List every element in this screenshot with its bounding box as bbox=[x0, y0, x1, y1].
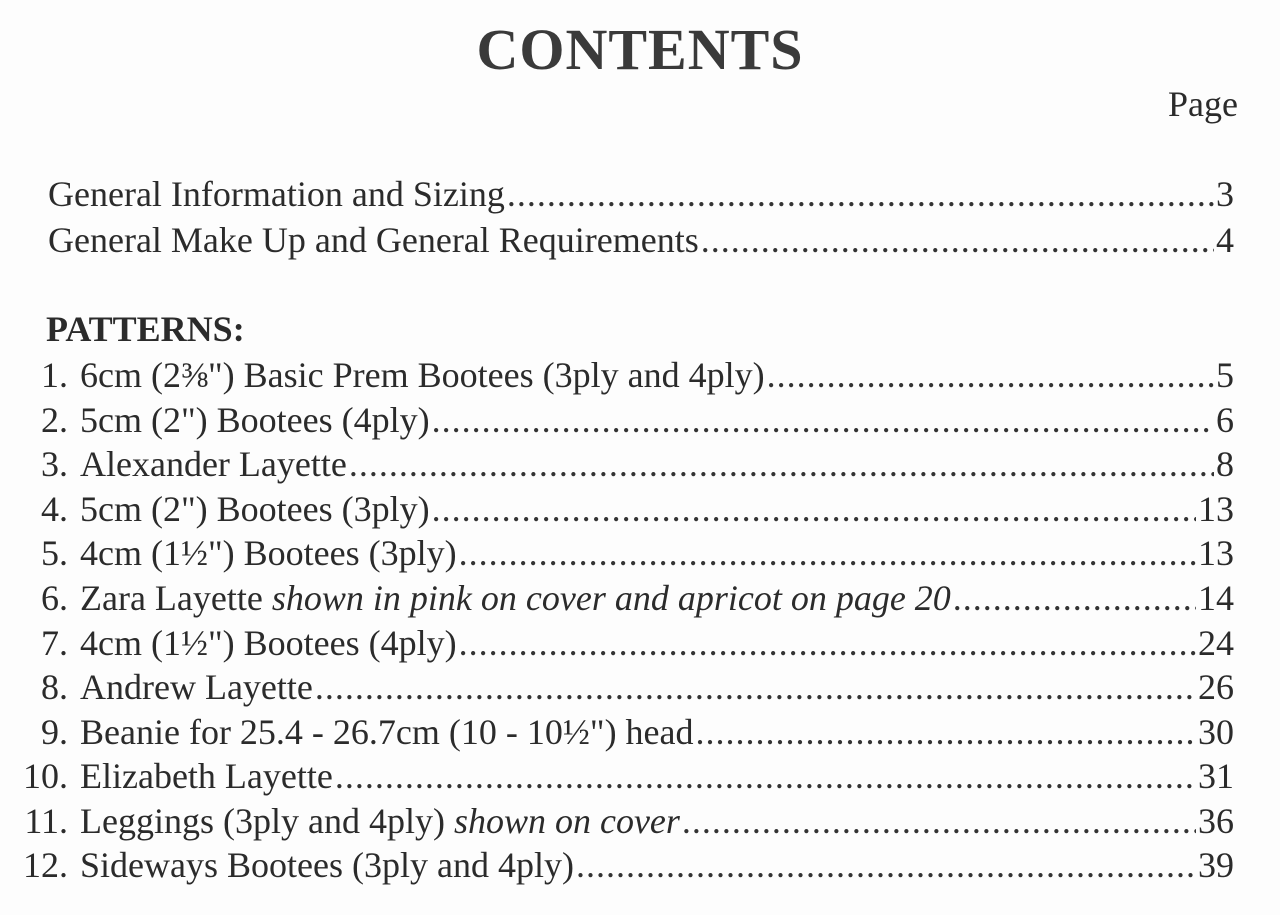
toc-entry-page: 13 bbox=[1198, 489, 1234, 529]
toc-entry-number: 6. bbox=[41, 578, 68, 618]
toc-entry-pattern-2[interactable] bbox=[0, 397, 1234, 443]
toc-entry-label: Alexander Layette bbox=[80, 444, 347, 484]
toc-entry-number: 9. bbox=[41, 712, 68, 752]
dot-leader bbox=[701, 217, 1214, 263]
dot-leader bbox=[682, 798, 1196, 844]
dot-leader bbox=[767, 352, 1214, 398]
dot-leader bbox=[576, 842, 1196, 888]
toc-entry-page: 8 bbox=[1216, 444, 1234, 484]
toc-entry-page: 4 bbox=[1216, 220, 1234, 260]
toc-entry-label: 5cm (2") Bootees (3ply) bbox=[80, 489, 430, 529]
toc-entry-label: General Information and Sizing bbox=[48, 174, 505, 214]
toc-entry-label: Andrew Layette bbox=[80, 667, 313, 707]
toc-entry-pattern-5[interactable] bbox=[0, 530, 1234, 576]
dot-leader bbox=[507, 171, 1214, 217]
toc-entry-number: 2. bbox=[41, 400, 68, 440]
page-column-label: Page bbox=[1168, 84, 1238, 124]
toc-entry-page: 39 bbox=[1198, 845, 1234, 885]
dot-leader bbox=[315, 664, 1196, 710]
dot-leader bbox=[432, 397, 1214, 443]
dot-leader bbox=[696, 709, 1196, 755]
toc-entry-pattern-9[interactable] bbox=[0, 709, 1234, 755]
toc-entry-number: 4. bbox=[41, 489, 68, 529]
toc-entry-label: 5cm (2") Bootees (4ply) bbox=[80, 400, 430, 440]
dot-leader bbox=[432, 486, 1196, 532]
toc-entry-page: 14 bbox=[1198, 578, 1234, 618]
toc-entry-general-make-up[interactable] bbox=[46, 217, 1234, 263]
dot-leader bbox=[349, 441, 1214, 487]
toc-entry-label: Elizabeth Layette bbox=[80, 756, 333, 796]
toc-entry-page: 6 bbox=[1216, 400, 1234, 440]
toc-entry-general-information[interactable] bbox=[46, 171, 1234, 217]
toc-entry-note: shown on cover bbox=[453, 801, 680, 841]
toc-entry-label: 6cm (2⅜") Basic Prem Bootees (3ply and 4ply) bbox=[80, 355, 765, 395]
toc-entry-pattern-6[interactable] bbox=[0, 575, 1234, 621]
toc-entry-pattern-10[interactable] bbox=[0, 753, 1234, 799]
toc-entry-label: Zara Layette shown in pink on cover and apricot on page 20 bbox=[80, 578, 951, 618]
toc-entry-number: 7. bbox=[41, 623, 68, 663]
toc-entry-label: 4cm (1½") Bootees (4ply) bbox=[80, 623, 457, 663]
toc-entry-page: 36 bbox=[1198, 801, 1234, 841]
toc-entry-pattern-7[interactable] bbox=[0, 620, 1234, 666]
toc-entry-pattern-12[interactable] bbox=[0, 842, 1234, 888]
toc-entry-label: Beanie for 25.4 - 26.7cm (10 - 10½") head bbox=[80, 712, 694, 752]
toc-entry-label: 4cm (1½") Bootees (3ply) bbox=[80, 533, 457, 573]
toc-entry-note: shown in pink on cover and apricot on page 20 bbox=[271, 578, 951, 618]
patterns-heading: PATTERNS: bbox=[46, 309, 245, 349]
toc-entry-page: 26 bbox=[1198, 667, 1234, 707]
toc-entry-label: Sideways Bootees (3ply and 4ply) bbox=[80, 845, 574, 885]
toc-entry-number: 5. bbox=[41, 533, 68, 573]
toc-entry-label: Leggings (3ply and 4ply) shown on cover bbox=[80, 801, 680, 841]
toc-entry-number: 3. bbox=[41, 444, 68, 484]
toc-entry-pattern-4[interactable] bbox=[0, 486, 1234, 532]
toc-entry-number: 10. bbox=[23, 756, 68, 796]
page-title: CONTENTS bbox=[476, 17, 804, 82]
toc-entry-pattern-1[interactable] bbox=[0, 352, 1234, 398]
toc-entry-pattern-8[interactable] bbox=[0, 664, 1234, 710]
toc-entry-number: 11. bbox=[24, 801, 68, 841]
toc-entry-page: 13 bbox=[1198, 533, 1234, 573]
toc-entry-page: 31 bbox=[1198, 756, 1234, 796]
toc-entry-page: 5 bbox=[1216, 355, 1234, 395]
dot-leader bbox=[459, 620, 1196, 666]
toc-entry-page: 3 bbox=[1216, 174, 1234, 214]
toc-entry-label: General Make Up and General Requirements bbox=[48, 220, 699, 260]
toc-entry-number: 1. bbox=[41, 355, 68, 395]
toc-entry-page: 30 bbox=[1198, 712, 1234, 752]
toc-entry-page: 24 bbox=[1198, 623, 1234, 663]
toc-entry-pattern-11[interactable] bbox=[0, 798, 1234, 844]
dot-leader bbox=[335, 753, 1196, 799]
toc-entry-pattern-3[interactable] bbox=[0, 441, 1234, 487]
toc-entry-number: 8. bbox=[41, 667, 68, 707]
dot-leader bbox=[459, 530, 1196, 576]
dot-leader bbox=[953, 575, 1196, 621]
toc-entry-number: 12. bbox=[23, 845, 68, 885]
